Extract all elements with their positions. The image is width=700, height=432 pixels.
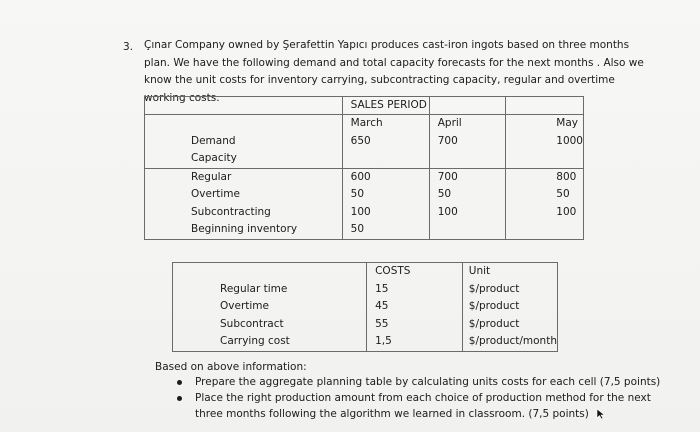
march-overtime: 50 [350,188,365,200]
overtime-cost-label: Overtime [220,300,269,312]
question-number: 3. [123,41,134,53]
cost-carrying: 1,5 [375,335,392,347]
may-regular: 800 [556,170,577,183]
month-may: May [556,117,578,129]
unit-regular-time: $/product [468,282,520,295]
unit-carrying: $/product/month [468,335,557,347]
carrying-cost-label: Carrying cost [220,335,290,347]
table-row [173,263,558,352]
subcontracting-label: Subcontracting [191,205,271,218]
table-row [145,115,584,169]
mouse-pointer-icon [596,408,606,420]
instructions-list [177,374,660,422]
april-overtime: 50 [437,188,452,200]
unit-overtime: $/product [468,300,520,312]
beginning-inventory-label: Beginning inventory [191,223,298,235]
march-regular: 600 [350,170,371,183]
regular-label: Regular [191,170,232,183]
cost-subcontract: 55 [375,317,389,330]
may-subcontracting: 100 [556,205,577,218]
march-beginning-inventory: 50 [350,223,365,235]
demand-march: 650 [350,134,371,147]
instructions-intro: Based on above information: [155,361,307,373]
april-regular: 700 [437,170,458,183]
march-subcontracting: 100 [350,205,371,218]
unit-subcontract: $/product [468,317,520,330]
question-line: Çınar Company owned by Şerafettin Yapıcı produces cast-iron ingots based on three months [144,39,630,51]
overtime-label: Overtime [191,188,240,200]
costs-table [172,262,558,352]
capacity-label: Capacity [191,152,237,164]
table-row [145,168,584,239]
month-march: March [350,117,383,129]
unit-header: Unit [468,265,491,277]
demand-may: 1000 [556,134,583,147]
bullet-icon [177,396,182,401]
list-item: Prepare the aggregate planning table by calculating units costs for each cell (7,5 points) [177,374,660,390]
subcontract-label: Subcontract [220,317,284,330]
question-line: plan. We have the following demand and total capacity forecasts for the next months . Also we [144,56,644,69]
may-overtime: 50 [556,188,570,200]
bullet-icon [177,380,182,385]
regular-time-label: Regular time [220,282,288,295]
question-line: working costs. [144,91,220,104]
demand-label: Demand [191,134,236,147]
costs-header: COSTS [375,265,411,277]
cost-overtime: 45 [375,300,389,312]
question-line: know the unit costs for inventory carrying, subcontracting capacity, regular and overtime [144,74,615,86]
sales-period-header: SALES PERIOD [342,97,429,115]
demand-april: 700 [437,134,458,147]
table-row [145,97,584,115]
list-item: three months following the algorithm we learned in classroom. (7,5 points) [177,406,660,422]
april-subcontracting: 100 [437,205,458,218]
sales-period-table [144,96,584,240]
list-item: Place the right production amount from each choice of production method for the next [177,390,660,406]
cost-regular-time: 15 [375,282,389,295]
month-april: April [437,117,462,129]
